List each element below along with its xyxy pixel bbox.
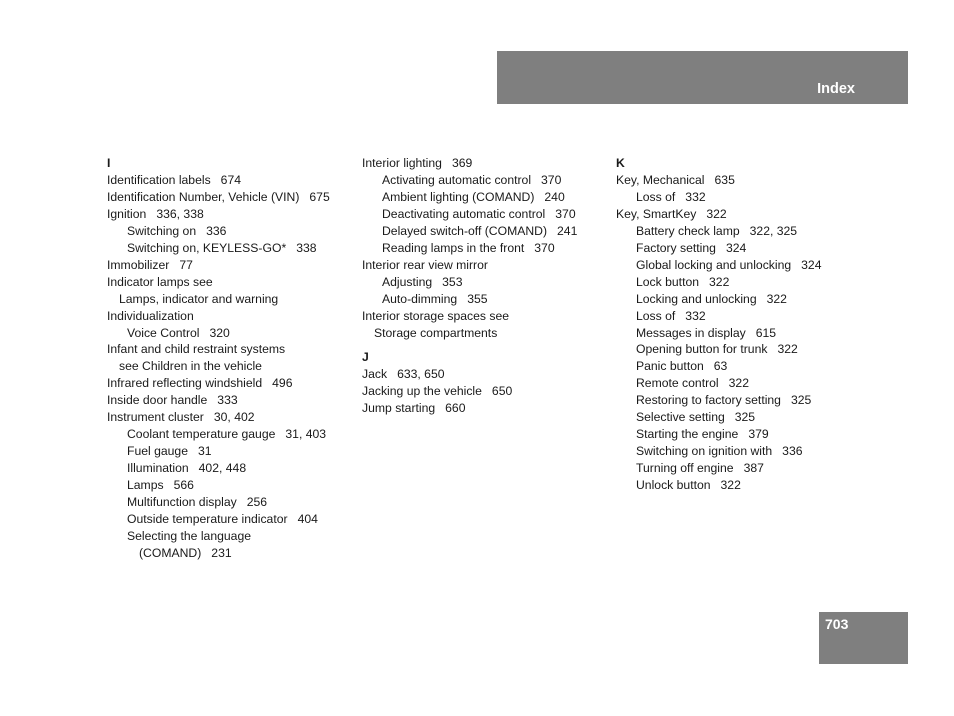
index-entry <box>107 189 357 206</box>
index-entry <box>362 206 612 223</box>
index-entry <box>362 189 612 206</box>
index-entry <box>616 325 866 342</box>
index-entry-text: Ignition <box>107 206 147 221</box>
index-entry-text: Turning off engine <box>636 461 734 476</box>
page-title: Index <box>817 81 855 97</box>
index-entry <box>107 206 357 223</box>
page-number-box <box>819 612 908 664</box>
index-entry <box>107 409 357 426</box>
index-entry <box>107 460 357 477</box>
index-entry-text: (COMAND) <box>139 545 202 560</box>
index-column-2 <box>362 155 612 417</box>
index-entry <box>107 545 357 562</box>
index-entry-text: Starting the engine <box>636 427 739 442</box>
index-entry <box>616 189 866 206</box>
index-entry-page-ref[interactable]: 370 <box>541 172 562 187</box>
index-entry-page-ref[interactable]: 402, 448 <box>198 461 247 476</box>
index-entry-page-ref[interactable]: 566 <box>173 478 194 493</box>
index-entry <box>616 206 866 223</box>
index-entry <box>107 341 357 358</box>
index-entry-text: Key, SmartKey <box>616 206 697 221</box>
index-entry-text: Immobilizer <box>107 257 170 272</box>
index-entry <box>616 426 866 443</box>
index-entry <box>616 308 866 325</box>
index-entry-page-ref[interactable]: 650 <box>491 384 513 399</box>
index-entry-text: Loss of <box>636 308 676 323</box>
index-entry <box>616 460 866 477</box>
index-entry-page-ref[interactable]: 231 <box>211 545 232 560</box>
index-entry-text: Switching on <box>127 223 197 238</box>
index-entry-text: Jack <box>362 367 388 382</box>
index-entry <box>107 308 357 325</box>
index-entry-text: Global locking and unlocking <box>636 257 792 272</box>
index-entry-page-ref[interactable]: 387 <box>743 461 764 476</box>
index-entry-text: Delayed switch-off (COMAND) <box>382 223 548 238</box>
index-entry-page-ref[interactable]: 30, 402 <box>213 410 255 425</box>
index-entry-text: Key, Mechanical <box>616 172 705 187</box>
index-entry-text: Switching on ignition with <box>636 444 773 459</box>
index-entry <box>616 341 866 358</box>
index-entry-text: Individualization <box>107 308 194 323</box>
index-column-3 <box>616 155 866 494</box>
index-entry <box>107 240 357 257</box>
index-entry-text: Illumination <box>127 461 189 476</box>
index-entry-page-ref[interactable]: 240 <box>544 189 565 204</box>
index-entry-text: Messages in display <box>636 325 746 340</box>
index-entry-text: Selective setting <box>636 410 725 425</box>
index-entry-page-ref[interactable]: 674 <box>220 172 242 187</box>
index-entry <box>107 223 357 240</box>
index-entry-page-ref[interactable]: 333 <box>217 393 238 408</box>
index-letter-heading: I <box>107 156 111 170</box>
header-bar <box>497 51 908 104</box>
index-entry <box>616 443 866 460</box>
index-entry <box>616 358 866 375</box>
index-entry-page-ref[interactable]: 336 <box>206 223 227 238</box>
section-gap <box>362 341 612 349</box>
index-entry <box>616 477 866 494</box>
index-entry-text: Reading lamps in the front <box>382 240 525 255</box>
index-entry-page-ref[interactable]: 332 <box>685 308 706 323</box>
index-entry-text: Restoring to factory setting <box>636 393 781 408</box>
index-entry-text: Battery check lamp <box>636 223 740 238</box>
index-entry-page-ref[interactable]: 241 <box>557 223 578 238</box>
index-entry-text: Infrared reflecting windshield <box>107 376 263 391</box>
index-entry-text: Indicator lamps see <box>107 274 213 289</box>
index-entry-text: Interior lighting <box>362 156 442 170</box>
index-entry-page-ref[interactable]: 256 <box>246 495 268 510</box>
index-entry-text: Ambient lighting (COMAND) <box>382 189 535 204</box>
index-entry <box>362 366 612 383</box>
index-entry-page-ref[interactable]: 325 <box>734 410 756 425</box>
index-entry-page-ref[interactable]: 370 <box>555 206 576 221</box>
index-entry <box>107 172 357 189</box>
index-entry <box>107 274 357 291</box>
index-letter-heading: K <box>616 156 625 170</box>
index-entry <box>362 308 612 325</box>
index-entry-text: Instrument cluster <box>107 410 204 425</box>
index-entry <box>362 325 612 342</box>
index-entry <box>107 392 357 409</box>
index-entry-page-ref[interactable]: 369 <box>451 156 473 170</box>
index-entry-text: Remote control <box>636 376 719 391</box>
index-entry <box>616 375 866 392</box>
index-entry-text: Panic button <box>636 359 704 374</box>
index-entry-text: Identification labels <box>107 172 211 187</box>
index-entry <box>107 443 357 460</box>
index-entry <box>362 172 612 189</box>
index-entry-page-ref[interactable]: 338 <box>296 240 317 255</box>
index-entry-text: Adjusting <box>382 274 433 289</box>
index-entry <box>362 155 612 172</box>
index-entry-page-ref[interactable]: 322 <box>728 376 749 391</box>
index-entry <box>616 409 866 426</box>
index-entry-page-ref[interactable]: 660 <box>445 401 466 416</box>
index-entry <box>362 274 612 291</box>
index-entry <box>616 274 866 291</box>
index-entry-page-ref[interactable]: 31, 403 <box>285 427 327 442</box>
index-entry-text: Interior rear view mirror <box>362 257 488 272</box>
index-entry <box>362 240 612 257</box>
index-entry-text: see Children in the vehicle <box>119 359 262 374</box>
index-entry <box>616 172 866 189</box>
index-entry-page-ref[interactable]: 635 <box>714 172 735 187</box>
index-entry <box>107 477 357 494</box>
index-entry-text: Unlock button <box>636 478 711 493</box>
index-entry-page-ref[interactable]: 322 <box>777 342 798 357</box>
index-entry-text: Deactivating automatic control <box>382 206 546 221</box>
index-entry <box>362 383 612 400</box>
index-entry-page-ref[interactable]: 332 <box>685 189 706 204</box>
index-entry <box>616 291 866 308</box>
index-entry-text: Lock button <box>636 274 700 289</box>
index-entry-text: Interior storage spaces see <box>362 308 510 323</box>
index-entry-page-ref[interactable]: 324 <box>801 257 822 272</box>
index-entry-page-ref[interactable]: 322 <box>720 478 741 493</box>
index-entry-page-ref[interactable]: 324 <box>725 240 747 255</box>
index-entry-text: Outside temperature indicator <box>127 512 288 527</box>
index-entry-text: Activating automatic control <box>382 172 532 187</box>
index-entry-page-ref[interactable]: 353 <box>442 274 463 289</box>
index-letter-heading: J <box>362 350 369 365</box>
index-entry-text: Multifunction display <box>127 495 237 510</box>
index-entry-page-ref[interactable]: 322, 325 <box>749 223 798 238</box>
index-entry <box>616 223 866 240</box>
index-entry-text: Switching on, KEYLESS-GO* <box>127 240 287 255</box>
index-entry-page-ref[interactable]: 355 <box>467 291 488 306</box>
index-entry-page-ref[interactable]: 325 <box>790 393 812 408</box>
index-entry <box>107 291 357 308</box>
index-entry-text: Lamps <box>127 478 164 493</box>
index-entry-page-ref[interactable]: 633, 650 <box>397 367 445 382</box>
index-entry-text: Selecting the language <box>127 528 252 543</box>
index-entry <box>616 257 866 274</box>
index-entry-text: Opening button for trunk <box>636 342 768 357</box>
index-entry-page-ref[interactable]: 336 <box>782 444 803 459</box>
index-entry-text: Auto-dimming <box>382 291 458 306</box>
index-entry <box>107 325 357 342</box>
index-entry-page-ref[interactable]: 370 <box>534 240 555 255</box>
index-entry-text: Storage compartments <box>374 325 498 340</box>
index-entry-text: Locking and unlocking <box>636 291 757 306</box>
index-entry-text: Inside door handle <box>107 393 208 408</box>
index-entry <box>107 511 357 528</box>
index-entry <box>107 358 357 375</box>
index-entry <box>362 257 612 274</box>
index-entry-page-ref[interactable]: 322 <box>706 206 727 221</box>
index-entry-page-ref[interactable]: 77 <box>179 257 193 272</box>
index-entry-text: Jump starting <box>362 401 436 416</box>
index-entry-page-ref[interactable]: 63 <box>713 359 728 374</box>
index-entry <box>107 375 357 392</box>
index-entry <box>107 528 357 545</box>
index-entry-page-ref[interactable]: 320 <box>209 325 230 340</box>
index-entry <box>616 240 866 257</box>
index-entry <box>107 257 357 274</box>
index-entry-text: Identification Number, Vehicle (VIN) <box>107 189 300 204</box>
index-entry-text: Fuel gauge <box>127 444 188 459</box>
index-entry <box>362 223 612 240</box>
index-entry-text: Voice Control <box>127 325 200 340</box>
index-entry-page-ref[interactable]: 336, 338 <box>156 206 204 221</box>
index-entry <box>107 426 357 443</box>
index-entry-page-ref[interactable]: 322 <box>766 291 787 306</box>
index-entry-page-ref[interactable]: 675 <box>309 189 330 204</box>
index-entry-text: Coolant temperature gauge <box>127 427 276 442</box>
index-entry-text: Infant and child restraint systems <box>107 342 286 357</box>
index-entry-text: Jacking up the vehicle <box>362 384 482 399</box>
index-entry <box>362 291 612 308</box>
index-column-1 <box>107 155 357 562</box>
index-entry-page-ref[interactable]: 404 <box>297 512 318 527</box>
page-number: 703 <box>825 616 849 632</box>
index-entry-page-ref[interactable]: 615 <box>755 325 777 340</box>
index-entry-page-ref[interactable]: 496 <box>272 376 293 391</box>
index-entry-text: Loss of <box>636 189 676 204</box>
index-entry-text: Lamps, indicator and warning <box>119 291 279 306</box>
index-entry <box>362 400 612 417</box>
index-entry-page-ref[interactable]: 322 <box>709 274 730 289</box>
index-entry <box>616 392 866 409</box>
index-entry-text: Factory setting <box>636 240 716 255</box>
index-entry-page-ref[interactable]: 31 <box>198 444 212 459</box>
index-entry-page-ref[interactable]: 379 <box>748 427 769 442</box>
index-entry <box>107 494 357 511</box>
